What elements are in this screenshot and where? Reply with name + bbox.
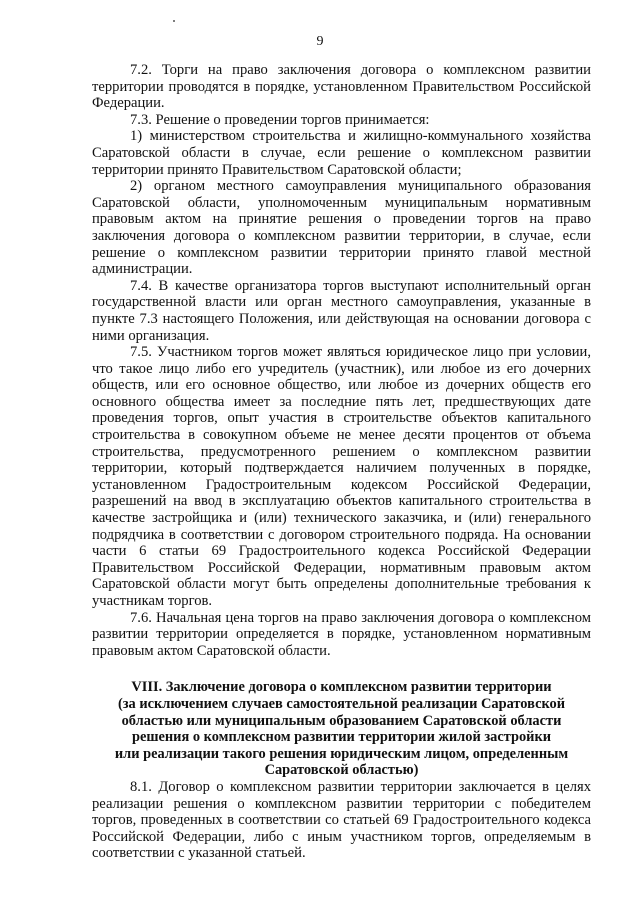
section-heading-line: VIII. Заключение договора о комплексном развитии территории: [131, 679, 552, 696]
section-heading-line: Саратовской областью): [264, 762, 419, 779]
section-heading-line: областью или муниципальным образованием Саратовской области: [121, 712, 562, 729]
section-heading-line: (за исключением случаев самостоятельной реализации Саратовской: [117, 695, 566, 712]
paragraph-7-4: 7.4. В качестве организатора торгов выступают исполнительный орган государственной власти или орган местного самоуправления, указанные в пункте 7.3 настоящего Положения, или действующая на основании договора с ними организация.: [92, 277, 591, 344]
paragraph-7-2: 7.2. Торги на право заключения договора о комплексном развитии территории проводятся в порядке, установленном Правительством Российской Федерации.: [92, 62, 591, 112]
paragraph-7-3: 7.3. Решение о проведении торгов принимается:: [130, 111, 430, 128]
paragraph-7-6: 7.6. Начальная цена торгов на право заключения договора о комплексном развитии территории определяется в порядке, установленном нормативным правовым актом Саратовской области.: [92, 609, 591, 659]
page-number: 9: [316, 34, 324, 49]
section-heading-line: решения о комплексном развитии территории жилой застройки: [131, 729, 552, 746]
paragraph-7-5: 7.5. Участником торгов может являться юридическое лицо при условии, что такое лицо либо его учредитель (участник), или любое из его дочерних обществ, или его основное общество, или любое из дочерних обществ его основного общества имеет за последние пять лет, предшествующих дате проведения торгов, опыт участия в строительстве объектов капитального строительства в совокупном объеме не менее десяти процентов от объема строительства, предусмотренного решением о комплексном развитии территории, который подтверждается наличием полученных в порядке, установленном Градостроительным кодексом Российской Федерации, разрешений на ввод в эксплуатацию объектов капитального строительства в качестве застройщика и (или) технического заказчика, и (или) генерального подрядчика в соответствии с договором строительного подряда. На основании части 6 статьи 69 Градостроительного кодекса Российской Федерации Правительством Российской Федерации, нормативным правовым актом Саратовской области могут быть определены дополнительные требования к участникам торгов.: [92, 344, 591, 609]
scan-speck: [173, 20, 175, 22]
paragraph-7-3-item-1: 1) министерством строительства и жилищно-коммунального хозяйства Саратовской области в случае, если решение о комплексном развитии территории принято Правительством Саратовской области;: [92, 128, 591, 178]
paragraph-8-1: 8.1. Договор о комплексном развитии территории заключается в целях реализации решения о комплексном развитии территории с победителем торгов, проведенных в соответствии со статьей 69 Градостроительного кодекса Российской Федерации, либо с иным участником торгов, определяемым в соответствии с указанной статьей.: [92, 778, 591, 862]
document-body: [92, 62, 591, 862]
section-viii-heading: [92, 679, 591, 779]
section-heading-line: или реализации такого решения юридическим лицом, определенным: [114, 745, 569, 762]
paragraph-7-3-item-2: 2) органом местного самоуправления муниципального образования Саратовской области, уполномоченным муниципальным нормативным правовым актом на принятие решения о проведении торгов на право заключения договора о комплексном развитии территории, в случае, если решение о комплексном развитии территории принято главой местной администрации.: [92, 178, 591, 278]
